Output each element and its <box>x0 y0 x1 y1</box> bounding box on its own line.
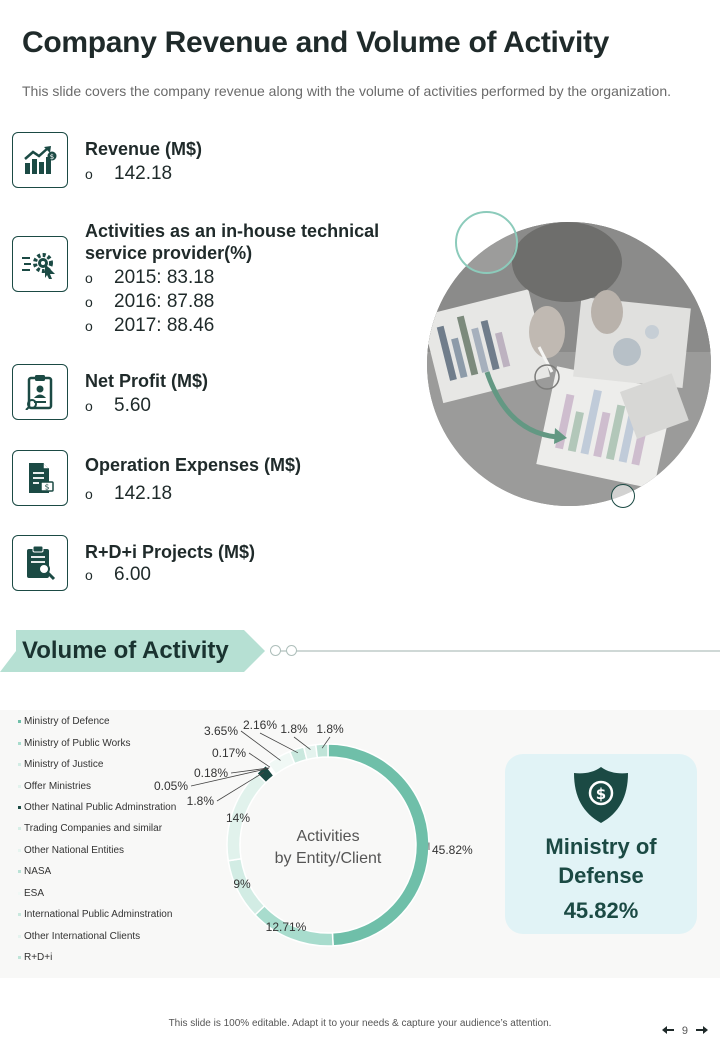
data-label: 3.65% <box>203 724 238 738</box>
data-label: 0.05% <box>153 779 188 793</box>
metric-value: o 6.00 <box>85 564 151 585</box>
legend-swatch <box>18 785 21 788</box>
svg-text:$: $ <box>49 153 55 161</box>
divider-dot <box>286 645 297 656</box>
metric-value: o 142.18 <box>85 163 173 184</box>
legend-swatch <box>18 720 21 723</box>
pager <box>662 1025 708 1037</box>
data-label: 2.16% <box>242 718 278 732</box>
arrow-left-icon[interactable] <box>662 1025 674 1037</box>
donut-slice <box>316 744 328 758</box>
svg-text:$: $ <box>44 482 50 492</box>
data-label: 1.8% <box>316 722 344 736</box>
metric-value: o 2016: 87.88 <box>85 291 215 312</box>
metric-net-profit <box>12 364 412 424</box>
legend-swatch <box>18 763 21 766</box>
donut-chart <box>140 705 500 955</box>
data-label: 14% <box>225 811 251 825</box>
legend-swatch <box>18 913 21 916</box>
legend-swatch <box>18 827 21 830</box>
metric-value: o 2015: 83.18 <box>85 267 215 288</box>
divider-dot <box>270 645 281 656</box>
shield-dollar-icon <box>571 765 631 825</box>
svg-text:$: $ <box>595 785 607 803</box>
gear-cursor-icon <box>12 236 68 292</box>
metric-value: o 142.18 <box>85 483 173 504</box>
legend-swatch <box>18 935 21 938</box>
chart-center-label: Activities <box>296 828 360 845</box>
metric-label: Net Profit (M$) <box>85 371 208 391</box>
highlight-value: 45.82% <box>563 898 639 923</box>
metric-value: o 5.60 <box>85 395 151 416</box>
data-label: 0.17% <box>211 746 246 760</box>
leader-line <box>241 731 281 760</box>
invoice-dollar-icon <box>12 450 68 506</box>
data-label: 45.82% <box>432 843 473 857</box>
decorative-ring <box>611 484 635 508</box>
page-subtitle: This slide covers the company revenue along with the volume of activities performed by the organization. <box>22 83 672 99</box>
metric-operation-expenses <box>12 450 412 506</box>
legend-swatch <box>18 956 21 959</box>
leader-line <box>249 753 270 767</box>
page-title: Company Revenue and Volume of Activity <box>22 26 610 59</box>
metric-label: R+D+i Projects (M$) <box>85 542 256 562</box>
highlight-name: Ministry of Defense <box>545 834 657 888</box>
data-label: 1.8% <box>186 794 214 808</box>
footer-note: This slide is 100% editable. Adapt it to your needs & capture your audience’s attention. <box>168 1018 552 1029</box>
section-title: Volume of Activity <box>22 637 229 664</box>
legend-swatch <box>18 742 21 745</box>
data-label: 1.8% <box>280 722 308 736</box>
data-label: 9% <box>233 877 251 891</box>
growth-chart-icon <box>12 132 68 188</box>
metric-revenue <box>12 132 412 192</box>
divider <box>270 650 720 652</box>
data-label: 12.71% <box>265 920 307 934</box>
clipboard-profile-icon <box>12 364 68 420</box>
metric-activities <box>12 221 412 336</box>
metric-rdi-projects <box>12 535 412 595</box>
metric-label: Activities as an in-house technical service provider(%) <box>85 221 380 263</box>
page-number: 9 <box>681 1025 688 1037</box>
metric-label: Operation Expenses (M$) <box>85 455 302 475</box>
legend-swatch <box>18 870 21 873</box>
metric-value: o 2017: 88.46 <box>85 315 215 336</box>
metric-label: Revenue (M$) <box>85 139 203 159</box>
chart-center-label: by Entity/Client <box>274 850 382 867</box>
legend-swatch <box>18 849 21 852</box>
arrow-right-icon[interactable] <box>696 1025 708 1037</box>
data-label: 0.18% <box>193 766 228 780</box>
decorative-ring <box>455 211 518 274</box>
legend-swatch <box>18 892 21 895</box>
clipboard-search-icon <box>12 535 68 591</box>
legend-swatch <box>18 806 21 809</box>
